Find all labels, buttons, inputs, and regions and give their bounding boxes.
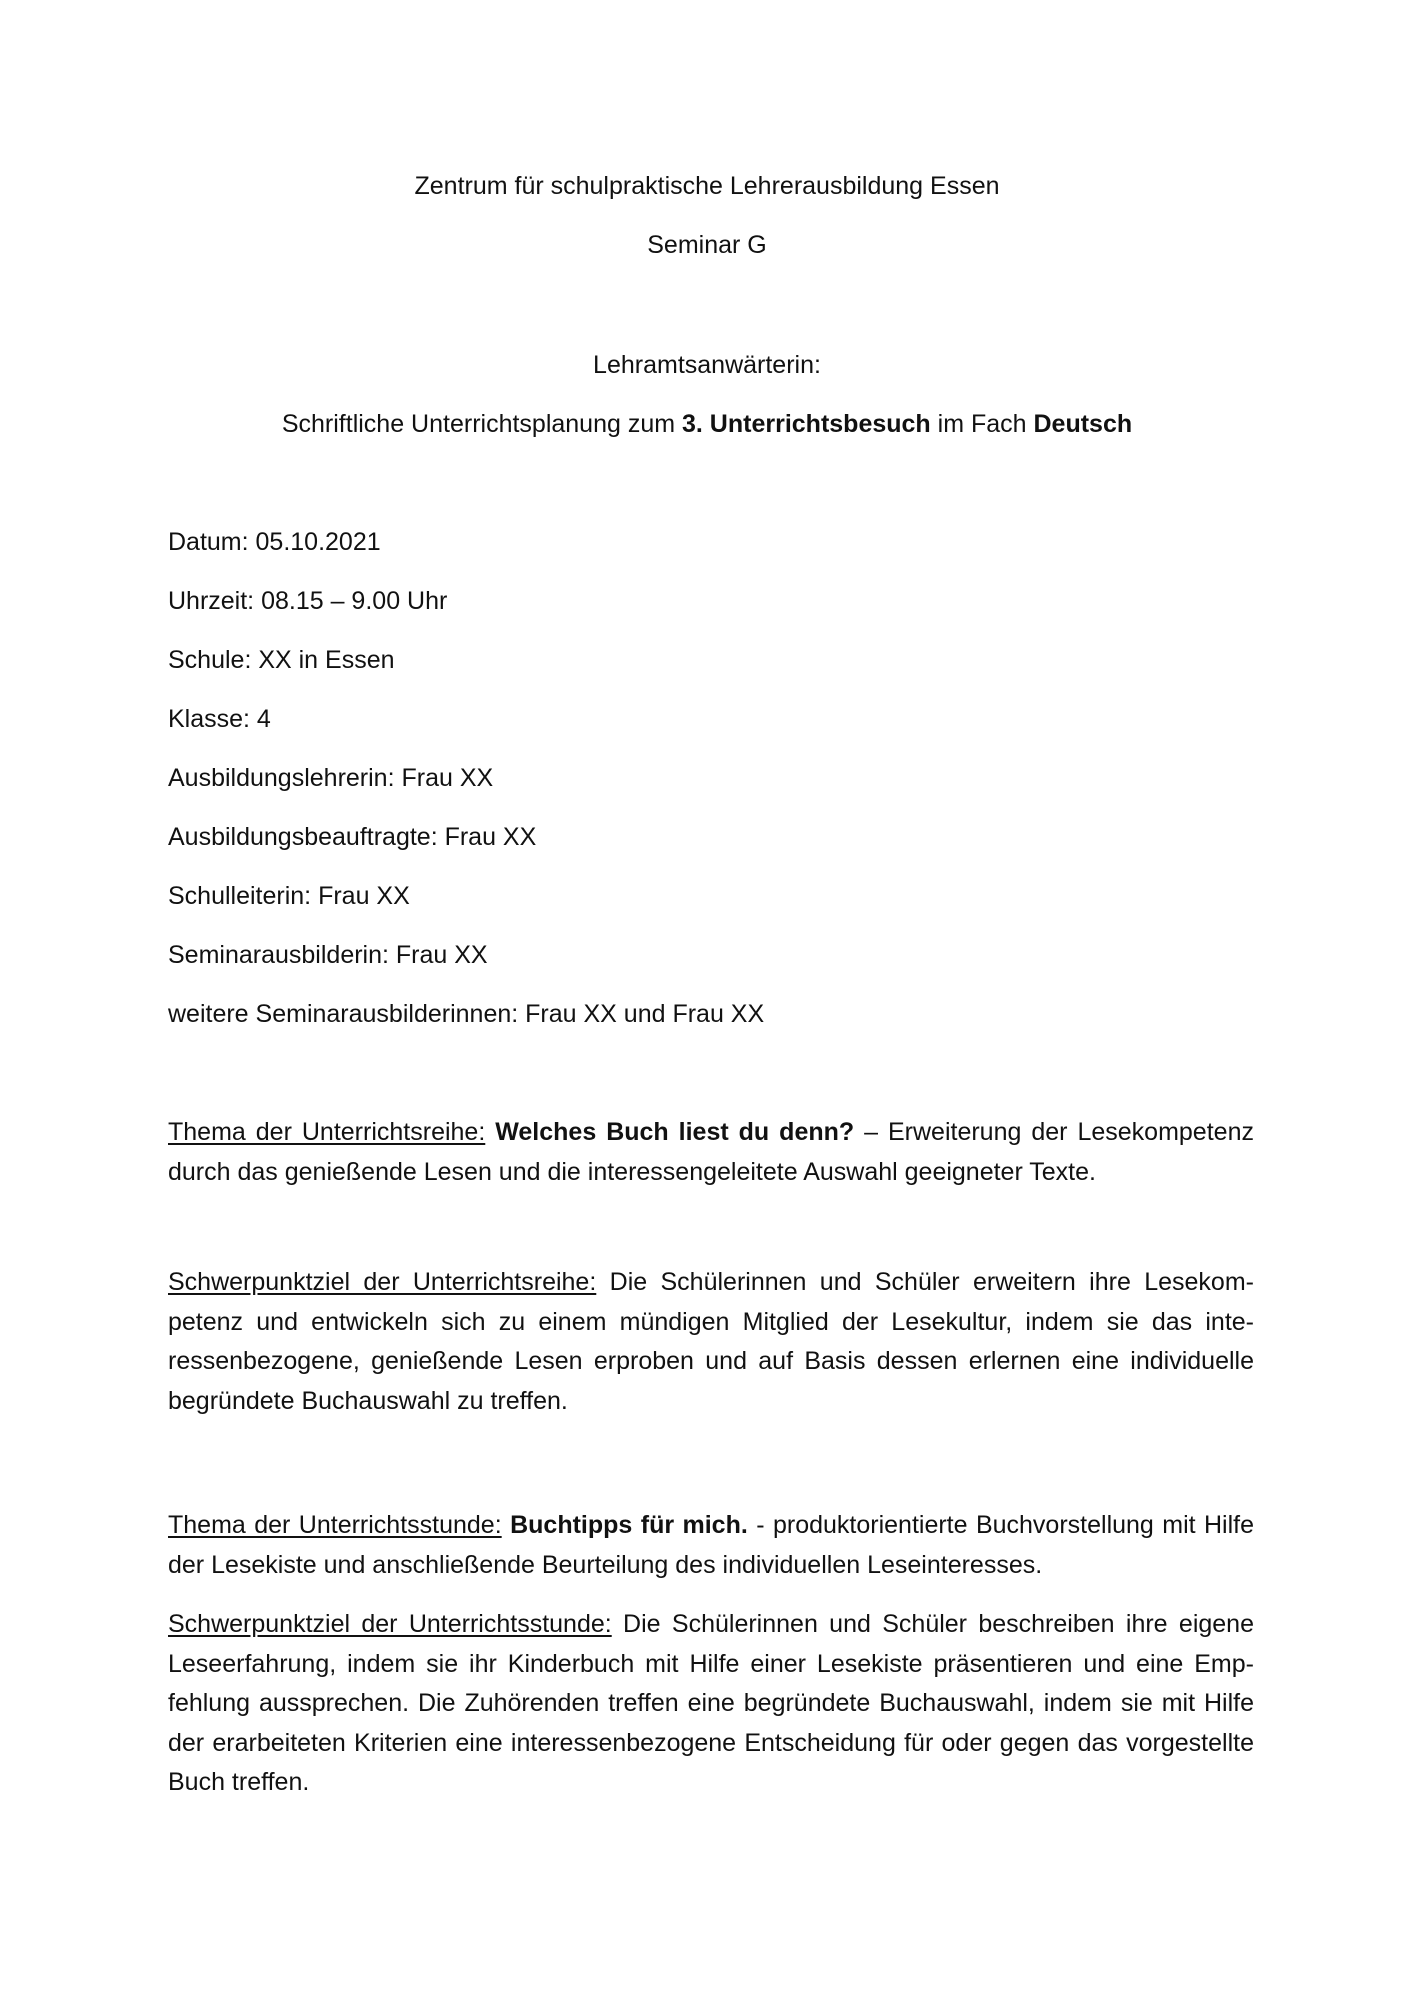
planning-middle: im Fach xyxy=(930,410,1034,438)
info-time: Uhrzeit: 08.15 – 9.00 Uhr xyxy=(168,587,448,615)
seminar-title: Seminar G xyxy=(647,231,767,259)
series-topic-text: – Erweiterung der Lesekompetenz durch das genießende Lesen und die interessengeleitete Auswahl geeigneter Texte. xyxy=(168,1118,1254,1186)
candidate-label: Lehramtsanwärterin: xyxy=(593,351,821,379)
info-school: Schule: XX in Essen xyxy=(168,646,395,674)
lesson-topic-title: Buchtipps für mich. xyxy=(510,1511,748,1539)
series-goal-text: Die Schülerinnen und Schüler erweitern ihre Lesekompetenz und entwickeln sich zu einem mündigen Mitglied der Lesekultur, indem sie das interessenbezogene, genießende Lesen erproben und auf Basis dessen erlernen eine individuelle begründete Buchauswahl zu treffen. xyxy=(168,1268,1254,1415)
info-training-officer: Ausbildungsbeauftragte: Frau XX xyxy=(168,823,537,851)
info-seminar-trainer: Seminarausbilderin: Frau XX xyxy=(168,941,488,969)
lesson-goal xyxy=(168,1605,1254,1803)
planning-visit: 3. Unterrichtsbesuch xyxy=(682,410,931,438)
planning-title xyxy=(0,408,1414,440)
info-class: Klasse: 4 xyxy=(168,705,271,733)
lesson-goal-label: Schwerpunktziel der Unterrichtsstunde: xyxy=(168,1610,612,1638)
lesson-goal-text: Die Schülerinnen und Schüler beschreiben ihre eigene Leseerfahrung, indem sie ihr Kinderbuch mit Hilfe einer Lesekiste präsentieren und eine Empfehlung aussprechen. Die Zuhörenden treffen eine begründete Buchauswahl, indem sie mit Hilfe der erarbeiteten Kriterien eine interessenbezogene Entscheidung für oder gegen das vorgestellte Buch treffen. xyxy=(168,1610,1254,1796)
lesson-topic-text: - produktorientierte Buchvorstellung mit Hilfe der Lesekiste und anschließende Beurteilung des individuellen Leseinteresses. xyxy=(168,1511,1255,1579)
info-date: Datum: 05.10.2021 xyxy=(168,528,381,556)
info-principal: Schulleiterin: Frau XX xyxy=(168,882,410,910)
series-topic-title: Welches Buch liest du denn? xyxy=(495,1118,855,1146)
planning-subject: Deutsch xyxy=(1033,410,1133,438)
lesson-topic-label: Thema der Unterrichtsstunde: xyxy=(168,1511,502,1539)
info-further-trainers: weitere Seminarausbilderinnen: Frau XX und Frau XX xyxy=(168,1000,765,1028)
planning-prefix: Schriftliche Unterrichtsplanung zum xyxy=(281,410,683,438)
series-goal-label: Schwerpunktziel der Unterrichtsreihe: xyxy=(168,1268,597,1296)
series-topic xyxy=(168,1113,1254,1192)
series-topic-label: Thema der Unterrichtsreihe: xyxy=(168,1118,486,1146)
institution-title: Zentrum für schulpraktische Lehrerausbildung Essen xyxy=(414,172,1000,200)
info-mentor-teacher: Ausbildungslehrerin: Frau XX xyxy=(168,764,494,792)
series-goal xyxy=(168,1263,1254,1421)
lesson-topic xyxy=(168,1506,1254,1585)
